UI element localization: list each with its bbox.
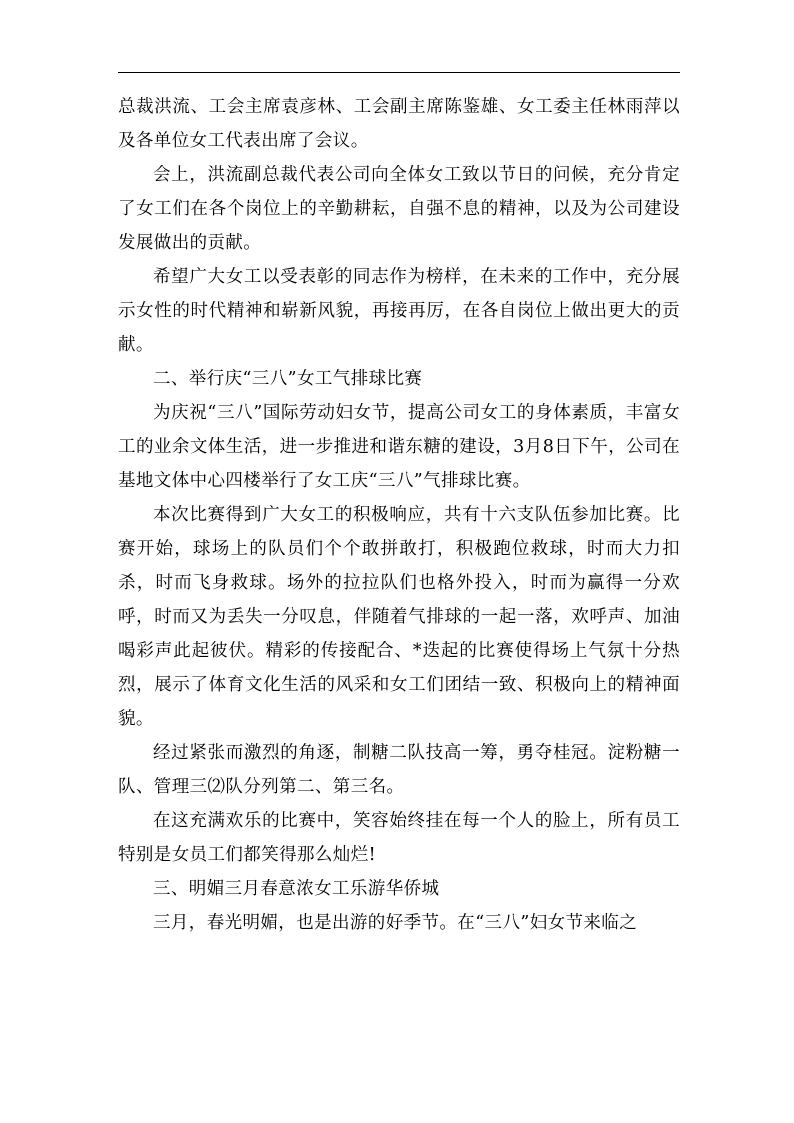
- paragraph-hope: 希望广大女工以受表彰的同志作为榜样，在未来的工作中，充分展示女性的时代精神和崭新风貌，再接再厉，在各自岗位上做出更大的贡献。: [118, 267, 680, 355]
- header-rule: [118, 72, 680, 73]
- section-heading-volleyball: 二、举行庆“三八”女工气排球比赛: [153, 369, 423, 389]
- paragraph-greeting: 会上，洪流副总裁代表公司向全体女工致以节日的问候，充分肯定了女工们在各个岗位上的辛勤耕耘，自强不息的精神，以及为公司建设发展做出的贡献。: [118, 165, 680, 253]
- paragraph-outing-intro: 三月，春光明媚，也是出游的好季节。在“三八”妇女节来临之: [153, 913, 638, 933]
- paragraph-volleyball-results: 经过紧张而激烈的角逐，制糖二队技高一筹，勇夺桂冠。淀粉糖一队、管理三⑵队分列第二、第三名。: [118, 743, 680, 797]
- paragraph-volleyball-intro: 为庆祝“三八”国际劳动妇女节，提高公司女工的身体素质，丰富女工的业余文体生活，进一步推进和谐东糖的建设，3月8日下午，公司在基地文体中心四楼举行了女工庆“三八”气排球比赛。: [118, 403, 680, 491]
- section-heading-outing: 三、明媚三月春意浓女工乐游华侨城: [153, 879, 440, 899]
- paragraph-volleyball-joy: 在这充满欢乐的比赛中，笑容始终挂在每一个人的脸上，所有员工特别是女员工们都笑得那么灿烂!: [118, 811, 680, 865]
- paragraph-attendees: 总裁洪流、工会主席袁彦林、工会副主席陈鉴雄、女工委主任林雨萍以及各单位女工代表出席了会议。: [118, 97, 680, 151]
- paragraph-volleyball-match: 本次比赛得到广大女工的积极响应，共有十六支队伍参加比赛。比赛开始，球场上的队员们个个敢拼敢打，积极跑位救球，时而大力扣杀，时而飞身救球。场外的拉拉队们也格外投入，时而为赢得一分欢呼，时而又为丢失一分叹息，伴随着气排球的一起一落，欢呼声、加油喝彩声此起彼伏。精彩的传接配合、*迭起的比赛使得场上气氛十分热烈，展示了体育文化生活的风采和女工们团结一致、积极向上的精神面貌。: [118, 505, 680, 729]
- document-body: [118, 90, 680, 940]
